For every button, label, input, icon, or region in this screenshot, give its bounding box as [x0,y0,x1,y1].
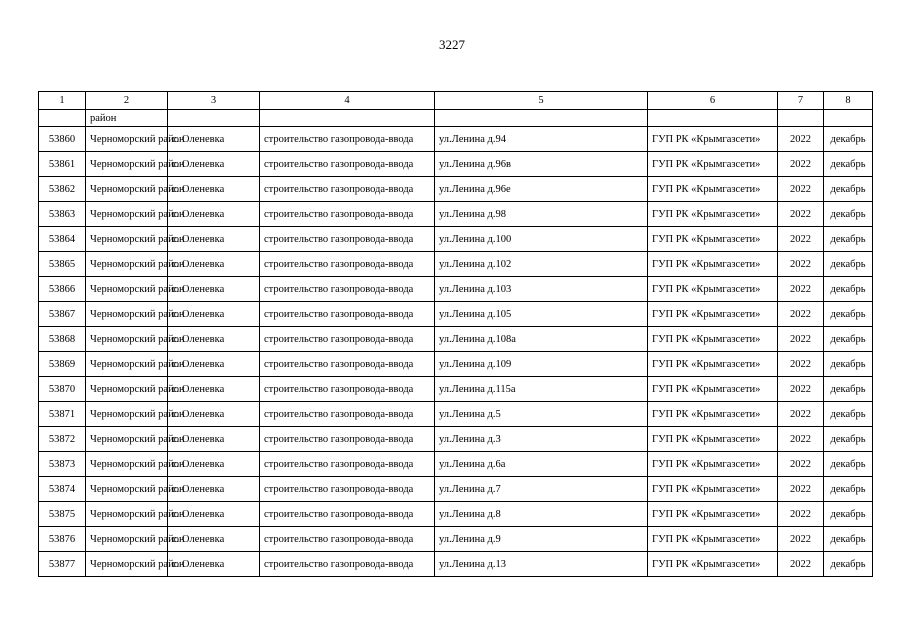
cell-year: 2022 [778,252,824,277]
table-row [39,377,873,402]
cell-settlement: с. Оленевка [168,227,260,252]
cell-organization: ГУП РК «Крымгазсети» [648,552,778,577]
cell-settlement: с. Оленевка [168,152,260,177]
cell-settlement: с. Оленевка [168,127,260,152]
cell-work-type: строительство газопровода-ввода [260,302,435,327]
cell-settlement: с. Оленевка [168,177,260,202]
cell-organization: ГУП РК «Крымгазсети» [648,477,778,502]
cell-settlement [168,110,260,127]
cell-district: Черноморский район [86,252,168,277]
cell-settlement: с. Оленевка [168,427,260,452]
table-row [39,327,873,352]
page-number: 3227 [439,37,465,52]
cell-settlement: с. Оленевка [168,277,260,302]
cell-organization: ГУП РК «Крымгазсети» [648,277,778,302]
cell-address: ул.Ленина д.8 [435,502,648,527]
cell-organization: ГУП РК «Крымгазсети» [648,352,778,377]
cell-year: 2022 [778,377,824,402]
cell-address: ул.Ленина д.108а [435,327,648,352]
cell-organization: ГУП РК «Крымгазсети» [648,227,778,252]
cell-year: 2022 [778,327,824,352]
cell-work-type: строительство газопровода-ввода [260,352,435,377]
cell-district: Черноморский район [86,502,168,527]
cell-district: Черноморский район [86,352,168,377]
cell-month: декабрь [824,277,873,302]
cell-month: декабрь [824,127,873,152]
cell-number: 53865 [39,252,86,277]
column-number-header-row [39,92,873,110]
cell-work-type: строительство газопровода-ввода [260,277,435,302]
table-row [39,527,873,552]
cell-month: декабрь [824,377,873,402]
cell-settlement: с. Оленевка [168,477,260,502]
cell-year: 2022 [778,277,824,302]
cell-organization: ГУП РК «Крымгазсети» [648,327,778,352]
cell-number: 53877 [39,552,86,577]
cell-settlement: с. Оленевка [168,202,260,227]
cell-address: ул.Ленина д.100 [435,227,648,252]
cell-organization: ГУП РК «Крымгазсети» [648,252,778,277]
cell-year [778,110,824,127]
cell-work-type: строительство газопровода-ввода [260,177,435,202]
cell-work-type: строительство газопровода-ввода [260,552,435,577]
cell-organization: ГУП РК «Крымгазсети» [648,152,778,177]
cell-year: 2022 [778,302,824,327]
cell-work-type: строительство газопровода-ввода [260,227,435,252]
cell-year: 2022 [778,452,824,477]
cell-address: ул.Ленина д.103 [435,277,648,302]
cell-number: 53871 [39,402,86,427]
cell-work-type: строительство газопровода-ввода [260,527,435,552]
table-row [39,402,873,427]
cell-settlement: с. Оленевка [168,552,260,577]
cell-year: 2022 [778,202,824,227]
cell-settlement: с. Оленевка [168,527,260,552]
cell-month: декабрь [824,402,873,427]
cell-number: 53866 [39,277,86,302]
cell-organization: ГУП РК «Крымгазсети» [648,302,778,327]
cell-year: 2022 [778,477,824,502]
cell-work-type: строительство газопровода-ввода [260,377,435,402]
cell-address [435,110,648,127]
cell-organization: ГУП РК «Крымгазсети» [648,127,778,152]
cell-month [824,110,873,127]
cell-number: 53870 [39,377,86,402]
column-header: 5 [435,92,648,110]
cell-month: декабрь [824,252,873,277]
cell-number [39,110,86,127]
cell-work-type: строительство газопровода-ввода [260,402,435,427]
table-row [39,127,873,152]
column-header: 1 [39,92,86,110]
table-row [39,302,873,327]
cell-number: 53861 [39,152,86,177]
cell-district: Черноморский район [86,127,168,152]
cell-work-type: строительство газопровода-ввода [260,327,435,352]
cell-year: 2022 [778,402,824,427]
cell-work-type: строительство газопровода-ввода [260,127,435,152]
cell-settlement: с. Оленевка [168,402,260,427]
cell-address: ул.Ленина д.13 [435,552,648,577]
table-row [39,477,873,502]
column-header: 4 [260,92,435,110]
table-row [39,452,873,477]
table-row [39,227,873,252]
cell-number: 53875 [39,502,86,527]
cell-number: 53873 [39,452,86,477]
cell-month: декабрь [824,452,873,477]
cell-address: ул.Ленина д.105 [435,302,648,327]
cell-year: 2022 [778,502,824,527]
cell-district: Черноморский район [86,302,168,327]
cell-number: 53876 [39,527,86,552]
column-header: 8 [824,92,873,110]
cell-year: 2022 [778,427,824,452]
table-row [39,177,873,202]
cell-address: ул.Ленина д.96в [435,152,648,177]
column-header: 3 [168,92,260,110]
cell-organization: ГУП РК «Крымгазсети» [648,527,778,552]
cell-organization: ГУП РК «Крымгазсети» [648,402,778,427]
cell-year: 2022 [778,352,824,377]
cell-number: 53867 [39,302,86,327]
cell-district: Черноморский район [86,552,168,577]
column-header: 2 [86,92,168,110]
cell-district: Черноморский район [86,477,168,502]
cell-settlement: с. Оленевка [168,252,260,277]
cell-settlement: с. Оленевка [168,302,260,327]
cell-organization: ГУП РК «Крымгазсети» [648,202,778,227]
cell-number: 53868 [39,327,86,352]
cell-settlement: с. Оленевка [168,352,260,377]
cell-number: 53863 [39,202,86,227]
cell-district: Черноморский район [86,177,168,202]
cell-work-type: строительство газопровода-ввода [260,152,435,177]
table-row [39,152,873,177]
cell-settlement: с. Оленевка [168,502,260,527]
gas-pipeline-registry-table [38,91,873,577]
cell-district: Черноморский район [86,377,168,402]
table-row [39,552,873,577]
cell-work-type: строительство газопровода-ввода [260,202,435,227]
cell-address: ул.Ленина д.6а [435,452,648,477]
cell-district: Черноморский район [86,427,168,452]
cell-month: декабрь [824,327,873,352]
cell-district: район [86,110,168,127]
cell-address: ул.Ленина д.98 [435,202,648,227]
cell-address: ул.Ленина д.5 [435,402,648,427]
cell-year: 2022 [778,152,824,177]
cell-work-type: строительство газопровода-ввода [260,252,435,277]
cell-address: ул.Ленина д.3 [435,427,648,452]
cell-district: Черноморский район [86,152,168,177]
cell-work-type [260,110,435,127]
cell-month: декабрь [824,527,873,552]
cell-number: 53869 [39,352,86,377]
cell-year: 2022 [778,177,824,202]
cell-district: Черноморский район [86,452,168,477]
cell-address: ул.Ленина д.7 [435,477,648,502]
cell-settlement: с. Оленевка [168,327,260,352]
cell-work-type: строительство газопровода-ввода [260,427,435,452]
cell-year: 2022 [778,552,824,577]
cell-month: декабрь [824,502,873,527]
cell-month: декабрь [824,552,873,577]
cell-address: ул.Ленина д.109 [435,352,648,377]
cell-number: 53872 [39,427,86,452]
cell-month: декабрь [824,202,873,227]
cell-organization: ГУП РК «Крымгазсети» [648,427,778,452]
cell-number: 53860 [39,127,86,152]
cell-number: 53874 [39,477,86,502]
cell-address: ул.Ленина д.9 [435,527,648,552]
cell-organization: ГУП РК «Крымгазсети» [648,377,778,402]
cell-year: 2022 [778,127,824,152]
cell-settlement: с. Оленевка [168,452,260,477]
cell-address: ул.Ленина д.94 [435,127,648,152]
cell-year: 2022 [778,227,824,252]
cell-month: декабрь [824,152,873,177]
table-row [39,502,873,527]
cell-month: декабрь [824,227,873,252]
cell-district: Черноморский район [86,227,168,252]
cell-district: Черноморский район [86,277,168,302]
table-row [39,352,873,377]
cell-number: 53862 [39,177,86,202]
continuation-row [39,110,873,127]
cell-district: Черноморский район [86,327,168,352]
table-row [39,277,873,302]
cell-month: декабрь [824,302,873,327]
cell-work-type: строительство газопровода-ввода [260,452,435,477]
cell-organization: ГУП РК «Крымгазсети» [648,177,778,202]
cell-work-type: строительство газопровода-ввода [260,477,435,502]
cell-settlement: с. Оленевка [168,377,260,402]
column-header: 6 [648,92,778,110]
cell-organization: ГУП РК «Крымгазсети» [648,502,778,527]
cell-number: 53864 [39,227,86,252]
cell-organization [648,110,778,127]
cell-district: Черноморский район [86,202,168,227]
cell-address: ул.Ленина д.96е [435,177,648,202]
table-row [39,427,873,452]
cell-month: декабрь [824,352,873,377]
cell-year: 2022 [778,527,824,552]
cell-month: декабрь [824,477,873,502]
column-header: 7 [778,92,824,110]
cell-district: Черноморский район [86,527,168,552]
cell-address: ул.Ленина д.102 [435,252,648,277]
cell-address: ул.Ленина д.115а [435,377,648,402]
cell-work-type: строительство газопровода-ввода [260,502,435,527]
cell-month: декабрь [824,427,873,452]
cell-month: декабрь [824,177,873,202]
table-row [39,252,873,277]
table-row [39,202,873,227]
cell-district: Черноморский район [86,402,168,427]
cell-organization: ГУП РК «Крымгазсети» [648,452,778,477]
